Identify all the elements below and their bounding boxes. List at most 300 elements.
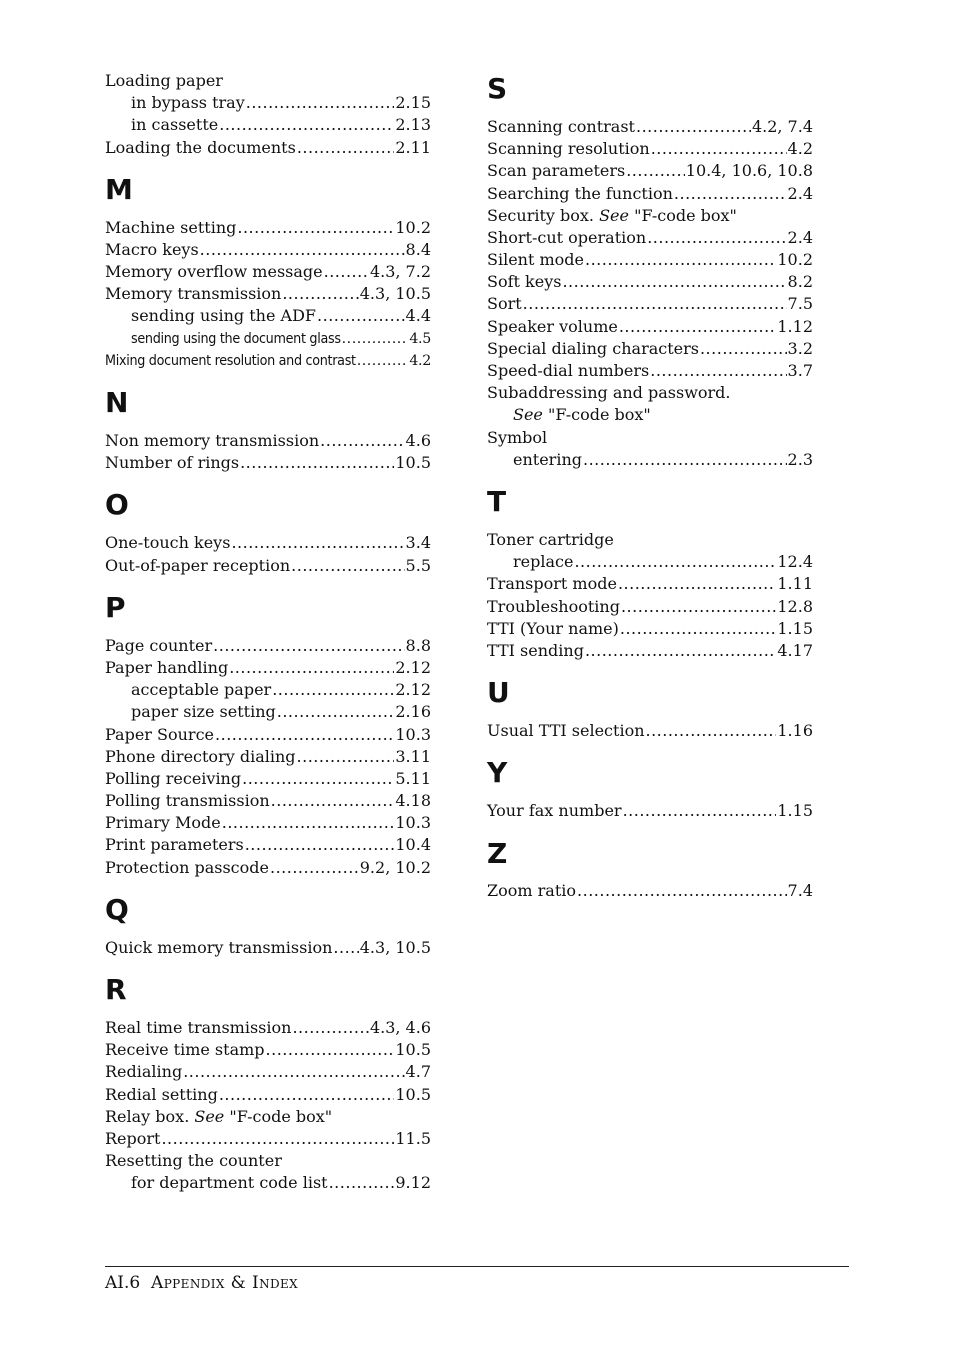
entry-term xyxy=(131,114,218,136)
index-entry xyxy=(105,430,431,452)
dot-leader xyxy=(237,217,394,239)
page-reference[interactable]: 8.4 xyxy=(405,239,431,259)
entry-term xyxy=(105,1039,265,1061)
dot-leader xyxy=(650,360,786,382)
entry-term xyxy=(105,635,212,657)
dot-leader xyxy=(329,1172,395,1194)
index-subentry xyxy=(487,551,813,573)
index-entry xyxy=(487,640,813,662)
dot-leader xyxy=(619,316,777,338)
entry-term xyxy=(487,360,649,382)
page-reference[interactable]: 2.12 xyxy=(395,657,431,677)
entry-term-text: Macro keys xyxy=(105,239,199,259)
index-entry xyxy=(105,555,431,577)
entry-term-text: Report xyxy=(105,1128,161,1148)
entry-term-text: Memory overflow message xyxy=(105,262,323,282)
page-reference[interactable]: 5.5 xyxy=(405,555,431,575)
entry-term xyxy=(105,1061,182,1083)
index-entry xyxy=(487,160,813,182)
entry-term-text: Your fax number xyxy=(487,801,622,821)
entry-term-text: Silent mode xyxy=(487,250,584,270)
entry-term-text: Non memory transmission xyxy=(105,431,320,451)
index-entry xyxy=(105,1017,431,1039)
dot-leader xyxy=(229,657,394,679)
entry-term-text: replace xyxy=(513,552,574,572)
index-entry xyxy=(487,618,813,640)
index-subentry xyxy=(105,114,431,136)
index-entry xyxy=(487,596,813,618)
page-reference[interactable]: 1.11 xyxy=(777,574,813,594)
index-entry xyxy=(487,249,813,271)
dot-leader xyxy=(183,1061,404,1083)
entry-term xyxy=(487,205,737,227)
entry-term-text: Phone directory dialing xyxy=(105,746,296,766)
entry-term xyxy=(487,316,618,338)
entry-term xyxy=(105,555,290,577)
entry-term-text: Speaker volume xyxy=(487,316,618,336)
entry-term xyxy=(105,724,214,746)
page-reference[interactable]: 4.3, 4.6 xyxy=(369,1018,431,1038)
entry-term-text: Number of rings xyxy=(105,453,240,473)
dot-leader xyxy=(271,790,395,812)
page-reference[interactable]: 3.7 xyxy=(787,361,813,381)
entry-term xyxy=(105,1084,218,1106)
entry-term-text: Transport mode xyxy=(487,574,617,594)
index-entry xyxy=(487,360,813,382)
entry-term-text: Relay box. xyxy=(105,1106,195,1126)
section-letter-n: N xyxy=(105,386,129,420)
entry-term-text: Redialing xyxy=(105,1062,183,1082)
entry-term-text: in cassette xyxy=(131,115,219,135)
see-reference: See xyxy=(599,205,629,225)
entry-term xyxy=(487,800,622,822)
index-entry xyxy=(487,573,813,595)
dot-leader xyxy=(270,857,359,879)
entry-term xyxy=(487,183,673,205)
footer-title: Appendix & Index xyxy=(151,1273,299,1293)
entry-term xyxy=(487,249,584,271)
dot-leader xyxy=(245,834,395,856)
dot-leader xyxy=(222,812,395,834)
entry-term xyxy=(487,116,635,138)
entry-term-text: Primary Mode xyxy=(105,813,221,833)
entry-term-text: Resetting the counter xyxy=(105,1151,282,1171)
dot-leader xyxy=(266,1039,395,1061)
page-reference[interactable]: 11.5 xyxy=(395,1128,431,1148)
entry-term xyxy=(487,720,645,742)
dot-leader xyxy=(297,746,395,768)
dot-leader xyxy=(574,551,776,573)
entry-term xyxy=(131,701,276,723)
entry-term xyxy=(105,1128,160,1150)
page-reference[interactable]: 2.3 xyxy=(787,449,813,469)
entry-term xyxy=(105,217,236,239)
entry-term xyxy=(105,532,230,554)
dot-leader xyxy=(161,1128,394,1150)
entry-term-text: Protection passcode xyxy=(105,857,269,877)
page-reference[interactable]: 3.2 xyxy=(787,338,813,358)
index-entry xyxy=(487,205,813,227)
section-letter-m: M xyxy=(105,172,133,206)
index-subentry xyxy=(105,679,431,701)
dot-leader xyxy=(583,449,787,471)
page-reference[interactable]: 4.2, 7.4 xyxy=(751,116,813,136)
page-reference[interactable]: 5.11 xyxy=(395,768,431,788)
entry-term xyxy=(105,857,269,879)
index-entry xyxy=(105,239,431,261)
entry-term-text: TTI sending xyxy=(487,640,584,660)
entry-term-text: Paper Source xyxy=(105,724,215,744)
entry-term-text: Paper handling xyxy=(105,657,229,677)
entry-term-text: Loading paper xyxy=(105,70,223,90)
entry-term-text: Real time transmission xyxy=(105,1018,292,1038)
index-entry xyxy=(487,227,813,249)
entry-term-text: Polling transmission xyxy=(105,791,270,811)
entry-term xyxy=(105,1106,332,1128)
entry-term-text: Soft keys xyxy=(487,272,562,292)
entry-term-text: in bypass tray xyxy=(131,93,245,113)
entry-term-text: Scanning resolution xyxy=(487,139,650,159)
page-footer xyxy=(105,1270,298,1296)
dot-leader xyxy=(242,768,394,790)
entry-term-text: Scanning contrast xyxy=(487,116,635,136)
entry-term xyxy=(487,293,522,315)
entry-term-text: Mixing document resolution and contrast xyxy=(105,352,356,369)
index-entry xyxy=(105,70,431,92)
page-reference[interactable]: 12.4 xyxy=(777,552,813,572)
index-entry xyxy=(487,183,813,205)
index-entry xyxy=(105,635,431,657)
entry-term xyxy=(105,1150,282,1172)
entry-term xyxy=(105,70,223,92)
dot-leader xyxy=(292,1017,369,1039)
page-reference[interactable]: 10.4, 10.6, 10.8 xyxy=(685,161,813,181)
page-reference[interactable]: 12.8 xyxy=(777,596,813,616)
page-reference[interactable]: 1.15 xyxy=(777,618,813,638)
dot-leader xyxy=(277,701,395,723)
page-reference[interactable]: 1.15 xyxy=(777,801,813,821)
entry-term-text: sending using the document glass xyxy=(131,330,341,347)
page-reference[interactable]: 7.5 xyxy=(787,294,813,314)
dot-leader xyxy=(215,724,394,746)
page-reference[interactable]: 1.12 xyxy=(777,316,813,336)
page-reference[interactable]: 10.4 xyxy=(395,835,431,855)
index-entry xyxy=(105,532,431,554)
entry-term-text: acceptable paper xyxy=(131,680,272,700)
section-letter-r: R xyxy=(105,973,127,1007)
section-letter-y: Y xyxy=(487,756,508,790)
index-entry xyxy=(105,812,431,834)
entry-term xyxy=(105,812,221,834)
entry-term xyxy=(105,350,356,372)
entry-term xyxy=(513,449,582,471)
dot-leader xyxy=(219,1084,395,1106)
index-entry xyxy=(105,217,431,239)
entry-term xyxy=(105,283,281,305)
entry-term-text: Searching the function xyxy=(487,183,673,203)
entry-term xyxy=(105,768,241,790)
entry-term xyxy=(487,880,576,902)
entry-term xyxy=(487,427,547,449)
entry-term xyxy=(105,657,228,679)
index-entry xyxy=(105,1150,431,1172)
page-reference[interactable]: 4.17 xyxy=(777,640,813,660)
index-entry xyxy=(487,800,813,822)
entry-term xyxy=(105,137,296,159)
index-entry xyxy=(105,452,431,474)
index-entry xyxy=(487,720,813,742)
entry-term xyxy=(487,640,584,662)
dot-leader xyxy=(636,116,751,138)
entry-term-text: Redial setting xyxy=(105,1084,218,1104)
index-entry xyxy=(105,1061,431,1083)
page-reference[interactable]: 2.4 xyxy=(787,227,813,247)
index-subentry xyxy=(105,328,431,350)
entry-term xyxy=(487,338,699,360)
dot-leader xyxy=(618,573,776,595)
entry-term xyxy=(105,452,239,474)
entry-term xyxy=(105,261,323,283)
dot-leader xyxy=(623,800,777,822)
see-target: "F-code box" xyxy=(224,1106,333,1126)
index-entry xyxy=(487,138,813,160)
entry-term xyxy=(131,1172,328,1194)
dot-leader xyxy=(272,679,394,701)
dot-leader xyxy=(620,618,777,640)
dot-leader xyxy=(626,160,685,182)
page-reference[interactable]: 8.8 xyxy=(405,635,431,655)
entry-term-text: Machine setting xyxy=(105,217,237,237)
index-subentry xyxy=(105,1172,431,1194)
index-entry xyxy=(105,1106,431,1128)
page-reference[interactable]: 4.3, 7.2 xyxy=(369,262,431,282)
section-letter-o: O xyxy=(105,488,129,522)
entry-term xyxy=(487,618,619,640)
index-entry xyxy=(105,857,431,879)
page-reference[interactable]: 10.2 xyxy=(777,250,813,270)
index-subentry xyxy=(487,404,813,426)
entry-term-text: Troubleshooting xyxy=(487,596,620,616)
index-entry xyxy=(487,881,813,903)
page-reference[interactable]: 8.2 xyxy=(787,272,813,292)
entry-term xyxy=(131,328,341,350)
section-letter-p: P xyxy=(105,590,126,624)
index-entry xyxy=(105,1128,431,1150)
entry-term xyxy=(105,239,199,261)
section-letter-s: S xyxy=(487,72,508,105)
see-reference: See xyxy=(513,405,543,425)
dot-leader xyxy=(317,305,405,327)
page-reference[interactable]: 4.6 xyxy=(405,431,431,451)
entry-term xyxy=(105,746,296,768)
entry-term-text: Short-cut operation xyxy=(487,227,647,247)
index-entry xyxy=(105,283,431,305)
dot-leader xyxy=(700,338,787,360)
dot-leader xyxy=(562,271,786,293)
see-reference: See xyxy=(194,1106,225,1126)
page-reference[interactable]: 4.18 xyxy=(395,791,431,811)
entry-term-text: Sort xyxy=(487,294,522,314)
page-reference[interactable]: 10.5 xyxy=(395,1040,431,1060)
entry-term-text: Zoom ratio xyxy=(487,881,577,901)
page-reference[interactable]: 2.13 xyxy=(395,115,431,135)
page-reference[interactable]: 2.11 xyxy=(395,137,431,157)
dot-leader xyxy=(585,249,776,271)
entry-term xyxy=(105,1017,291,1039)
section-letter-u: U xyxy=(487,676,510,710)
entry-term xyxy=(105,430,319,452)
index-entry xyxy=(105,137,431,159)
section-letter-q: Q xyxy=(105,892,129,926)
dot-leader xyxy=(523,293,787,315)
entry-term-text: entering xyxy=(513,449,582,469)
dot-leader xyxy=(219,114,394,136)
dot-leader xyxy=(651,138,787,160)
index-subentry xyxy=(105,92,431,114)
index-entry xyxy=(105,746,431,768)
footer-divider xyxy=(105,1266,849,1267)
page-reference[interactable]: 1.16 xyxy=(777,721,813,741)
entry-term-text: paper size setting xyxy=(131,702,276,722)
entry-term xyxy=(513,404,651,426)
page-reference[interactable]: 10.3 xyxy=(395,724,431,744)
entry-term xyxy=(513,551,573,573)
entry-term-text: Security box. xyxy=(487,205,600,225)
entry-term xyxy=(487,271,561,293)
dot-leader xyxy=(585,640,776,662)
entry-term-text: Loading the documents xyxy=(105,137,296,157)
entry-term xyxy=(487,573,617,595)
index-column-left xyxy=(105,70,431,1195)
dot-leader xyxy=(282,283,358,305)
page-reference[interactable]: 9.12 xyxy=(395,1173,431,1193)
dot-leader xyxy=(231,532,404,554)
entry-term xyxy=(131,305,316,327)
index-entry xyxy=(487,116,813,138)
index-entry xyxy=(105,937,431,959)
page-reference[interactable]: 10.2 xyxy=(395,217,431,237)
entry-term-text: Special dialing characters xyxy=(487,338,699,358)
page-reference[interactable]: 4.5 xyxy=(409,330,431,347)
entry-term xyxy=(105,834,244,856)
entry-term-text: Speed-dial numbers xyxy=(487,361,650,381)
entry-term-text: Scan parameters xyxy=(487,161,626,181)
entry-term-text: One-touch keys xyxy=(105,533,231,553)
entry-term-text: Print parameters xyxy=(105,835,244,855)
index-entry xyxy=(105,261,431,283)
page-reference[interactable]: 3.11 xyxy=(395,746,431,766)
entry-term-text: Page counter xyxy=(105,635,213,655)
index-entry xyxy=(105,350,431,372)
entry-term xyxy=(131,679,271,701)
dot-leader xyxy=(577,880,787,902)
page-reference[interactable]: 4.2 xyxy=(409,352,431,369)
index-entry xyxy=(105,657,431,679)
index-subentry xyxy=(105,306,431,328)
entry-term xyxy=(105,790,270,812)
entry-term-text: Symbol xyxy=(487,427,548,447)
index-entry xyxy=(105,1084,431,1106)
section-letter-t: T xyxy=(487,485,507,518)
dot-leader xyxy=(357,350,409,372)
entry-term-text: TTI (Your name) xyxy=(487,618,619,638)
page-reference[interactable]: 9.2, 10.2 xyxy=(359,857,431,877)
entry-term-text: Polling receiving xyxy=(105,768,242,788)
page-reference[interactable]: 2.15 xyxy=(395,93,431,113)
index-entry xyxy=(487,427,813,449)
entry-term xyxy=(487,138,650,160)
dot-leader xyxy=(342,328,409,350)
page-reference[interactable]: 4.2 xyxy=(787,139,813,159)
index-entry xyxy=(487,338,813,360)
index-entry xyxy=(487,316,813,338)
entry-term-text: Usual TTI selection xyxy=(487,721,645,741)
dot-leader xyxy=(647,227,786,249)
dot-leader xyxy=(333,937,358,959)
index-entry xyxy=(487,382,813,404)
dot-leader xyxy=(324,261,369,283)
entry-term-text: Memory transmission xyxy=(105,284,282,304)
entry-term-text: Quick memory transmission xyxy=(105,937,333,957)
entry-term-text: Toner cartridge xyxy=(487,529,614,549)
index-entry xyxy=(105,790,431,812)
entry-term xyxy=(131,92,245,114)
entry-term-text: Subaddressing and password. xyxy=(487,383,731,403)
dot-leader xyxy=(213,635,404,657)
entry-term-text: Out-of-paper reception xyxy=(105,555,291,575)
index-subentry xyxy=(105,701,431,723)
entry-term-text: sending using the ADF xyxy=(131,306,317,326)
page-reference[interactable]: 4.7 xyxy=(405,1062,431,1082)
entry-term xyxy=(487,227,646,249)
entry-term xyxy=(487,160,625,182)
index-entry xyxy=(105,1039,431,1061)
see-target: "F-code box" xyxy=(542,405,651,425)
entry-term-text: Receive time stamp xyxy=(105,1040,265,1060)
dot-leader xyxy=(320,430,404,452)
page-reference[interactable]: 4.3, 10.5 xyxy=(359,284,431,304)
page-reference[interactable]: 3.4 xyxy=(405,533,431,553)
page-reference[interactable]: 4.3, 10.5 xyxy=(359,937,431,957)
page-reference[interactable]: 2.16 xyxy=(395,702,431,722)
index-entry xyxy=(487,271,813,293)
index-entry xyxy=(487,529,813,551)
dot-leader xyxy=(200,239,405,261)
dot-leader xyxy=(646,720,777,742)
dot-leader xyxy=(297,137,395,159)
entry-term xyxy=(487,529,614,551)
index-entry xyxy=(105,768,431,790)
section-letter-z: Z xyxy=(487,836,508,870)
index-entry xyxy=(487,294,813,316)
entry-term xyxy=(487,382,731,404)
page-reference[interactable]: 7.4 xyxy=(787,881,813,901)
index-entry xyxy=(105,835,431,857)
page-reference[interactable]: 10.5 xyxy=(395,453,431,473)
dot-leader xyxy=(621,596,776,618)
dot-leader xyxy=(240,452,394,474)
dot-leader xyxy=(291,555,404,577)
index-subentry xyxy=(487,449,813,471)
page-reference[interactable]: 10.3 xyxy=(395,813,431,833)
page-reference[interactable]: 2.12 xyxy=(395,680,431,700)
page-reference[interactable]: 10.5 xyxy=(395,1084,431,1104)
page-reference[interactable]: 4.4 xyxy=(405,306,431,326)
index-column-right xyxy=(487,70,813,903)
page-reference[interactable]: 2.4 xyxy=(787,183,813,203)
dot-leader xyxy=(246,92,395,114)
entry-term-text: for department code list xyxy=(131,1173,328,1193)
